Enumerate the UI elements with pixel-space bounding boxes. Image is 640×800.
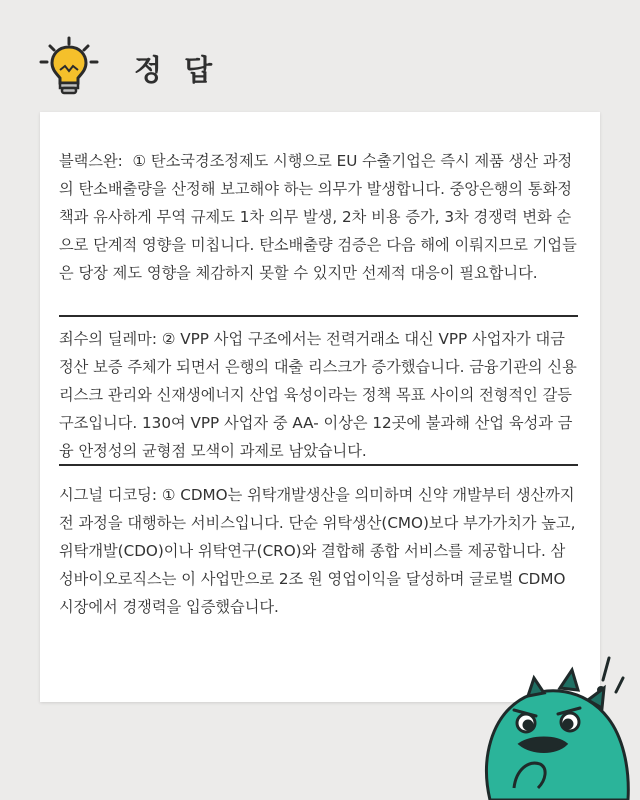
section-body: ① 탄소국경조정제도 시행으로 EU 수출기업은 즉시 제품 생산 과정의 탄소배출량을 산정해 보고해야 하는 의무가 발생합니다. 중앙은행의 통화정책과 유사하게 무역 규제도 1차 의무 발생, 2차 비용 증가, 3차 경쟁력 변화 순으로 단계적 영향을 미칩니다. 탄소배출량 검증은 다음 해에 이뤄지므로 기업들은 당장 제도 영향을 체감하지 못할 수 있지만 선제적 대응이 필요합니다. <box>59 152 577 282</box>
lightbulb-icon <box>38 36 102 98</box>
section-text <box>59 147 579 287</box>
answer-section-prisoners-dilemma <box>59 325 579 465</box>
answer-section-signal-decoding <box>59 481 579 621</box>
section-text <box>59 325 579 465</box>
section-body: ① CDMO는 위탁개발생산을 의미하며 신약 개발부터 생산까지 전 과정을 대행하는 서비스입니다. 단순 위탁생산(CMO)보다 부가가치가 높고, 위탁개발(CDO)이나 위탁연구(CRO)와 결합해 종합 서비스를 제공합니다. 삼성바이오로직스는 이 사업만으로 2조 원 영업이익을 달성하며 글로벌 CDMO 시장에서 경쟁력을 입증했습니다. <box>59 486 576 616</box>
answer-card <box>40 112 600 702</box>
section-heading: 죄수의 딜레마: <box>59 330 157 348</box>
section-divider <box>59 315 578 317</box>
page-title: 정 답 <box>134 53 219 87</box>
section-text <box>59 481 579 621</box>
section-heading: 블랙스완: <box>59 152 123 170</box>
section-divider <box>59 464 578 466</box>
section-body: ② VPP 사업 구조에서는 전력거래소 대신 VPP 사업자가 대금 정산 보증 주체가 되면서 은행의 대출 리스크가 증가했습니다. 금융기관의 신용 리스크 관리와 신재생에너지 산업 육성이라는 정책 목표 사이의 전형적인 갈등 구조입니다. 130여 VPP 사업자 중 AA- 이상은 12곳에 불과해 산업 육성과 금융 안정성의 균형점 모색이 과제로 남았습니다. <box>59 330 577 460</box>
answer-section-black-swan <box>59 147 579 287</box>
section-heading: 시그널 디코딩: <box>59 486 157 504</box>
dinosaur-mascot-icon <box>470 648 640 800</box>
